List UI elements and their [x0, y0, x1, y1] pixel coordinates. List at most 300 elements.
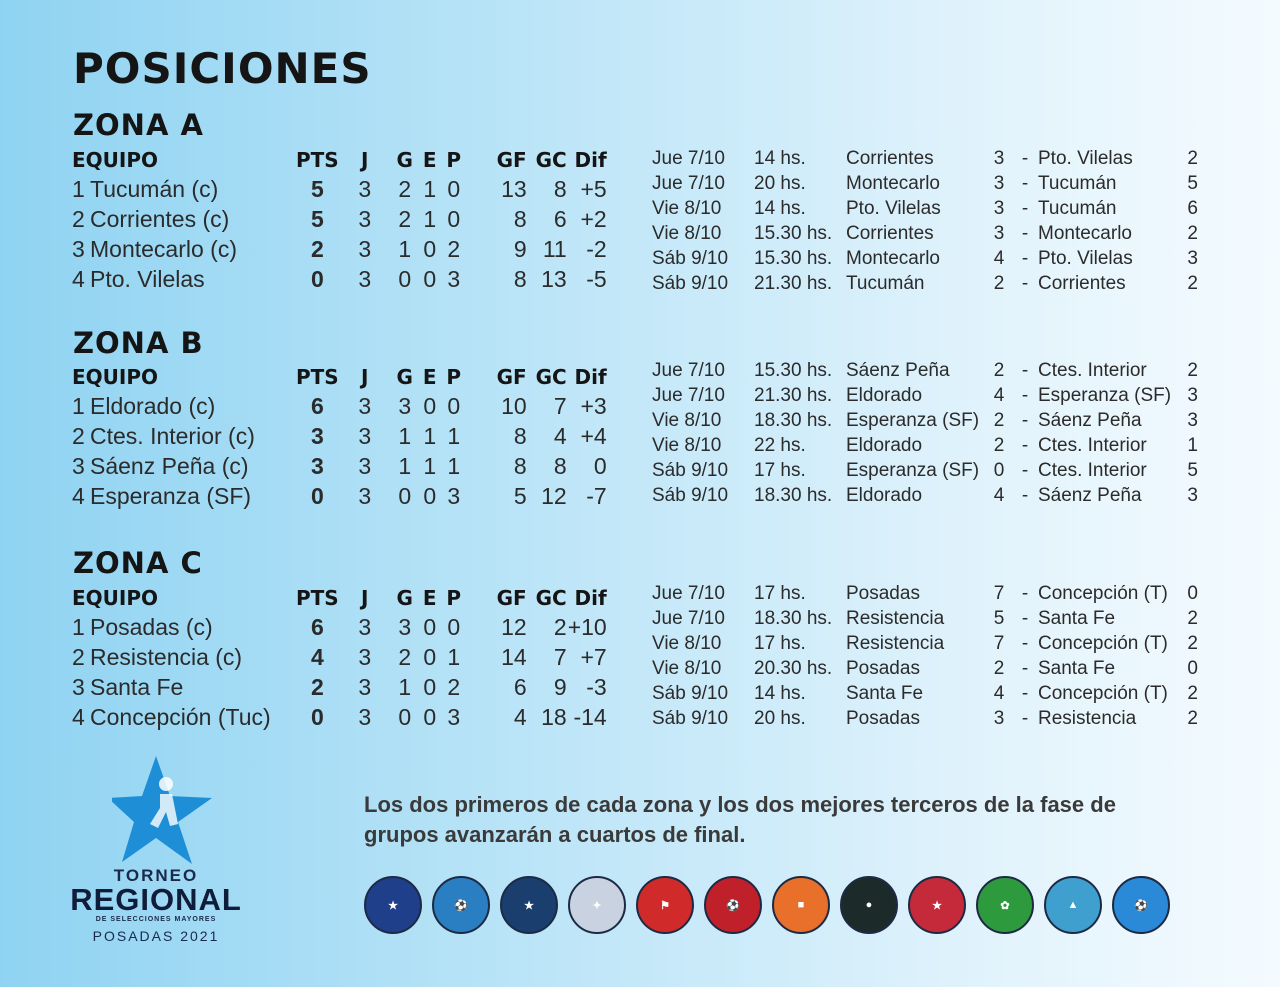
- score-separator: -: [1021, 222, 1029, 244]
- star-player-icon: [112, 754, 232, 874]
- match-time: 15.30 hs.: [754, 359, 833, 381]
- home-score: 4: [993, 247, 1005, 269]
- goals-for: 5: [513, 482, 527, 509]
- header-e: E: [422, 586, 437, 610]
- away-team: Esperanza (SF): [1038, 384, 1172, 406]
- position: 4: [72, 265, 85, 292]
- home-team: Corrientes: [846, 222, 934, 244]
- goals-for: 13: [501, 175, 527, 202]
- team-name: Corrientes (c): [90, 205, 230, 232]
- logo-line-4: POSADAS 2021: [92, 928, 220, 944]
- match-day: Vie 8/10: [652, 197, 722, 219]
- club-crest-icon: ★: [364, 876, 422, 934]
- header-gc: GC: [535, 148, 567, 172]
- away-score: 3: [1187, 247, 1198, 269]
- match-time: 22 hs.: [754, 434, 806, 456]
- standings-header-row: [72, 146, 607, 174]
- won: 1: [398, 673, 412, 700]
- lost: 0: [447, 392, 461, 419]
- club-crest-icon: ⚽: [704, 876, 762, 934]
- header-gf: GF: [496, 586, 527, 610]
- home-team: Posadas: [846, 582, 920, 604]
- away-score: 5: [1187, 459, 1198, 481]
- home-team: Corrientes: [846, 147, 934, 169]
- lost: 1: [447, 643, 461, 670]
- home-team: Montecarlo: [846, 172, 940, 194]
- header-pts: PTS: [296, 586, 339, 610]
- header-pts: PTS: [296, 365, 339, 389]
- team-name: Sáenz Peña (c): [90, 452, 249, 479]
- score-separator: -: [1021, 657, 1029, 679]
- page-title: POSICIONES: [73, 44, 372, 93]
- away-score: 3: [1187, 384, 1198, 406]
- drawn: 1: [423, 422, 437, 449]
- points: 0: [310, 265, 324, 292]
- header-j: J: [360, 365, 369, 389]
- home-score: 4: [993, 682, 1005, 704]
- home-score: 3: [993, 707, 1005, 729]
- away-score: 6: [1187, 197, 1198, 219]
- table-row: [72, 264, 607, 294]
- match-row: [652, 196, 1198, 221]
- club-crest-icon: ●: [840, 876, 898, 934]
- goals-for: 4: [513, 703, 527, 730]
- score-separator: -: [1021, 147, 1029, 169]
- results-table: [652, 146, 1198, 296]
- away-score: 3: [1187, 409, 1198, 431]
- match-day: Sáb 9/10: [652, 707, 729, 729]
- goal-difference: -7: [586, 482, 607, 509]
- home-score: 2: [993, 657, 1005, 679]
- score-separator: -: [1021, 384, 1029, 406]
- away-score: 2: [1187, 359, 1198, 381]
- match-row: [652, 246, 1198, 271]
- won: 0: [398, 265, 412, 292]
- table-row: [72, 174, 607, 204]
- goals-for: 8: [513, 422, 527, 449]
- drawn: 0: [423, 643, 437, 670]
- logo-line-1: TORNEO: [113, 866, 199, 885]
- logo-line-2: REGIONAL: [70, 882, 242, 917]
- goal-difference: +4: [580, 422, 607, 449]
- home-team: Pto. Vilelas: [846, 197, 941, 219]
- home-score: 2: [993, 272, 1005, 294]
- team-name: Pto. Vilelas: [90, 265, 205, 292]
- home-score: 7: [993, 582, 1005, 604]
- table-row: [72, 451, 607, 481]
- team-name: Posadas (c): [90, 613, 213, 640]
- match-time: 20 hs.: [754, 172, 806, 194]
- drawn: 1: [423, 452, 437, 479]
- qualification-note: Los dos primeros de cada zona y los dos mejores terceros de la fase de grupos avanzarán a cuartos de final.: [364, 792, 1116, 847]
- table-row: [72, 204, 607, 234]
- position: 2: [72, 422, 85, 449]
- header-e: E: [422, 365, 437, 389]
- home-team: Eldorado: [846, 434, 923, 456]
- lost: 3: [447, 265, 461, 292]
- match-day: Vie 8/10: [652, 222, 722, 244]
- goal-difference: 0: [593, 452, 607, 479]
- header-g: G: [396, 148, 413, 172]
- match-day: Vie 8/10: [652, 409, 722, 431]
- score-separator: -: [1021, 682, 1029, 704]
- goals-for: 8: [513, 205, 527, 232]
- goals-against: 2: [553, 613, 567, 640]
- goals-for: 8: [513, 452, 527, 479]
- match-time: 14 hs.: [754, 197, 806, 219]
- drawn: 0: [423, 703, 437, 730]
- match-time: 17 hs.: [754, 459, 806, 481]
- home-score: 7: [993, 632, 1005, 654]
- match-row: [652, 606, 1198, 631]
- team-name: Esperanza (SF): [90, 482, 252, 509]
- played: 3: [358, 452, 372, 479]
- team-name: Resistencia (c): [90, 643, 243, 670]
- goals-against: 13: [541, 265, 567, 292]
- points: 0: [310, 703, 324, 730]
- home-team: Resistencia: [846, 607, 945, 629]
- played: 3: [358, 613, 372, 640]
- header-g: G: [396, 365, 413, 389]
- match-row: [652, 221, 1198, 246]
- match-day: Jue 7/10: [652, 582, 725, 604]
- tournament-logo: [64, 754, 248, 950]
- club-crest-icon: ✦: [568, 876, 626, 934]
- position: 3: [72, 673, 85, 700]
- home-score: 4: [993, 384, 1005, 406]
- drawn: 0: [423, 235, 437, 262]
- match-day: Jue 7/10: [652, 172, 725, 194]
- away-score: 2: [1187, 272, 1198, 294]
- away-score: 2: [1187, 222, 1198, 244]
- position: 3: [72, 452, 85, 479]
- header-dif: Dif: [574, 365, 607, 389]
- away-score: 2: [1187, 607, 1198, 629]
- away-team: Ctes. Interior: [1038, 459, 1147, 481]
- points: 6: [310, 613, 324, 640]
- won: 1: [398, 422, 412, 449]
- goals-for: 6: [513, 673, 527, 700]
- played: 3: [358, 422, 372, 449]
- logo-line-3: DE SELECCIONES MAYORES: [95, 916, 217, 923]
- lost: 2: [447, 673, 461, 700]
- match-time: 21.30 hs.: [754, 272, 833, 294]
- won: 3: [398, 613, 412, 640]
- away-score: 2: [1187, 632, 1198, 654]
- points: 2: [310, 673, 324, 700]
- points: 3: [310, 422, 324, 449]
- played: 3: [358, 235, 372, 262]
- club-crest-icon: ⚽: [432, 876, 490, 934]
- home-team: Tucumán: [846, 272, 925, 294]
- points: 5: [310, 175, 324, 202]
- won: 1: [398, 452, 412, 479]
- away-team: Resistencia: [1038, 707, 1137, 729]
- team-name: Montecarlo (c): [90, 235, 237, 262]
- score-separator: -: [1021, 197, 1029, 219]
- home-team: Posadas: [846, 657, 920, 679]
- home-score: 2: [993, 359, 1005, 381]
- standings-table: [72, 146, 607, 294]
- score-separator: -: [1021, 409, 1029, 431]
- goals-for: 10: [501, 392, 527, 419]
- match-row: [652, 483, 1198, 508]
- goal-difference: +3: [580, 392, 607, 419]
- header-dif: Dif: [574, 148, 607, 172]
- standings-table: [72, 584, 607, 732]
- match-day: Sáb 9/10: [652, 682, 729, 704]
- match-row: [652, 171, 1198, 196]
- lost: 2: [447, 235, 461, 262]
- match-row: [652, 631, 1198, 656]
- position: 2: [72, 205, 85, 232]
- away-team: Ctes. Interior: [1038, 434, 1147, 456]
- home-team: Resistencia: [846, 632, 945, 654]
- score-separator: -: [1021, 632, 1029, 654]
- away-team: Sáenz Peña: [1038, 409, 1142, 431]
- match-day: Jue 7/10: [652, 147, 725, 169]
- away-team: Tucumán: [1038, 172, 1117, 194]
- played: 3: [358, 175, 372, 202]
- match-row: [652, 358, 1198, 383]
- goals-against: 8: [553, 452, 567, 479]
- position: 2: [72, 643, 85, 670]
- home-score: 2: [993, 409, 1005, 431]
- header-e: E: [422, 148, 437, 172]
- goal-difference: -2: [586, 235, 607, 262]
- match-day: Vie 8/10: [652, 657, 722, 679]
- team-name: Eldorado (c): [90, 392, 216, 419]
- drawn: 0: [423, 265, 437, 292]
- header-gc: GC: [535, 365, 567, 389]
- match-time: 14 hs.: [754, 682, 806, 704]
- away-score: 0: [1187, 657, 1198, 679]
- points: 2: [310, 235, 324, 262]
- position: 4: [72, 703, 85, 730]
- goal-difference: +2: [580, 205, 607, 232]
- points: 6: [310, 392, 324, 419]
- score-separator: -: [1021, 707, 1029, 729]
- home-score: 3: [993, 172, 1005, 194]
- match-time: 20 hs.: [754, 707, 806, 729]
- zone-title: ZONA A: [73, 108, 204, 142]
- match-day: Sáb 9/10: [652, 484, 729, 506]
- home-score: 3: [993, 222, 1005, 244]
- away-team: Concepción (T): [1038, 632, 1168, 654]
- match-time: 18.30 hs.: [754, 607, 833, 629]
- goals-for: 12: [501, 613, 527, 640]
- club-crest-icon: ■: [772, 876, 830, 934]
- goals-for: 8: [513, 265, 527, 292]
- header-g: G: [396, 586, 413, 610]
- club-crests: [364, 872, 1154, 938]
- played: 3: [358, 703, 372, 730]
- home-team: Montecarlo: [846, 247, 940, 269]
- away-score: 3: [1187, 484, 1198, 506]
- home-team: Eldorado: [846, 484, 923, 506]
- header-p: P: [446, 365, 462, 389]
- match-day: Vie 8/10: [652, 434, 722, 456]
- home-team: Esperanza (SF): [846, 459, 980, 481]
- match-row: [652, 271, 1198, 296]
- drawn: 1: [423, 205, 437, 232]
- home-team: Esperanza (SF): [846, 409, 980, 431]
- table-row: [72, 234, 607, 264]
- won: 0: [398, 703, 412, 730]
- team-name: Santa Fe: [90, 673, 184, 700]
- points: 4: [310, 643, 324, 670]
- away-score: 5: [1187, 172, 1198, 194]
- drawn: 0: [423, 392, 437, 419]
- home-team: Eldorado: [846, 384, 923, 406]
- goals-against: 9: [553, 673, 567, 700]
- played: 3: [358, 482, 372, 509]
- zone-title: ZONA B: [73, 326, 204, 360]
- match-day: Vie 8/10: [652, 632, 722, 654]
- lost: 3: [447, 482, 461, 509]
- match-time: 21.30 hs.: [754, 384, 833, 406]
- club-crest-icon: ▲: [1044, 876, 1102, 934]
- table-row: [72, 702, 607, 732]
- away-team: Pto. Vilelas: [1038, 147, 1133, 169]
- away-score: 2: [1187, 707, 1198, 729]
- lost: 0: [447, 205, 461, 232]
- match-day: Jue 7/10: [652, 359, 725, 381]
- drawn: 0: [423, 482, 437, 509]
- match-row: [652, 581, 1198, 606]
- match-row: [652, 706, 1198, 731]
- points: 5: [310, 205, 324, 232]
- score-separator: -: [1021, 247, 1029, 269]
- goals-for: 9: [513, 235, 527, 262]
- table-row: [72, 642, 607, 672]
- match-row: [652, 383, 1198, 408]
- club-crest-icon: ★: [500, 876, 558, 934]
- header-p: P: [446, 148, 462, 172]
- header-team: EQUIPO: [72, 365, 159, 389]
- match-time: 14 hs.: [754, 147, 806, 169]
- home-team: Santa Fe: [846, 682, 924, 704]
- header-dif: Dif: [574, 586, 607, 610]
- header-gf: GF: [496, 365, 527, 389]
- match-time: 17 hs.: [754, 632, 806, 654]
- position: 1: [72, 175, 85, 202]
- away-score: 2: [1187, 682, 1198, 704]
- position: 1: [72, 392, 85, 419]
- away-team: Sáenz Peña: [1038, 484, 1142, 506]
- match-row: [652, 681, 1198, 706]
- won: 1: [398, 235, 412, 262]
- match-row: [652, 656, 1198, 681]
- goals-against: 12: [541, 482, 567, 509]
- goals-against: 7: [553, 392, 567, 419]
- home-score: 5: [993, 607, 1005, 629]
- match-time: 20.30 hs.: [754, 657, 833, 679]
- header-gc: GC: [535, 586, 567, 610]
- score-separator: -: [1021, 359, 1029, 381]
- won: 2: [398, 643, 412, 670]
- played: 3: [358, 392, 372, 419]
- club-crest-icon: ⚽: [1112, 876, 1170, 934]
- standings-header-row: [72, 584, 607, 612]
- points: 3: [310, 452, 324, 479]
- home-score: 3: [993, 197, 1005, 219]
- away-team: Ctes. Interior: [1038, 359, 1147, 381]
- table-row: [72, 672, 607, 702]
- away-score: 0: [1187, 582, 1198, 604]
- goal-difference: -5: [586, 265, 607, 292]
- drawn: 1: [423, 175, 437, 202]
- team-name: Tucumán (c): [90, 175, 219, 202]
- away-team: Corrientes: [1038, 272, 1126, 294]
- away-team: Santa Fe: [1038, 657, 1116, 679]
- table-row: [72, 421, 607, 451]
- home-score: 3: [993, 147, 1005, 169]
- match-day: Sáb 9/10: [652, 247, 729, 269]
- away-team: Concepción (T): [1038, 582, 1168, 604]
- team-name: Ctes. Interior (c): [90, 422, 255, 449]
- position: 3: [72, 235, 85, 262]
- match-time: 17 hs.: [754, 582, 806, 604]
- lost: 3: [447, 703, 461, 730]
- lost: 0: [447, 175, 461, 202]
- goals-against: 6: [553, 205, 567, 232]
- home-team: Posadas: [846, 707, 920, 729]
- match-row: [652, 433, 1198, 458]
- goal-difference: -14: [573, 703, 607, 730]
- standings-table: [72, 363, 607, 511]
- goal-difference: +5: [580, 175, 607, 202]
- match-row: [652, 458, 1198, 483]
- won: 2: [398, 175, 412, 202]
- match-day: Jue 7/10: [652, 384, 725, 406]
- match-day: Jue 7/10: [652, 607, 725, 629]
- table-row: [72, 481, 607, 511]
- home-score: 0: [993, 459, 1005, 481]
- away-team: Montecarlo: [1038, 222, 1132, 244]
- home-team: Sáenz Peña: [846, 359, 950, 381]
- match-row: [652, 408, 1198, 433]
- header-j: J: [360, 148, 369, 172]
- goal-difference: +7: [580, 643, 607, 670]
- played: 3: [358, 643, 372, 670]
- goals-against: 8: [553, 175, 567, 202]
- lost: 1: [447, 452, 461, 479]
- header-p: P: [446, 586, 462, 610]
- header-pts: PTS: [296, 148, 339, 172]
- match-time: 18.30 hs.: [754, 484, 833, 506]
- results-table: [652, 358, 1198, 508]
- played: 3: [358, 265, 372, 292]
- match-time: 18.30 hs.: [754, 409, 833, 431]
- goals-against: 18: [541, 703, 567, 730]
- lost: 1: [447, 422, 461, 449]
- header-team: EQUIPO: [72, 586, 159, 610]
- score-separator: -: [1021, 172, 1029, 194]
- home-score: 2: [993, 434, 1005, 456]
- won: 3: [398, 392, 412, 419]
- goals-for: 14: [501, 643, 527, 670]
- goal-difference: -3: [586, 673, 607, 700]
- match-day: Sáb 9/10: [652, 459, 729, 481]
- away-score: 2: [1187, 147, 1198, 169]
- drawn: 0: [423, 613, 437, 640]
- match-row: [652, 146, 1198, 171]
- played: 3: [358, 205, 372, 232]
- away-team: Concepción (T): [1038, 682, 1168, 704]
- won: 0: [398, 482, 412, 509]
- match-time: 15.30 hs.: [754, 222, 833, 244]
